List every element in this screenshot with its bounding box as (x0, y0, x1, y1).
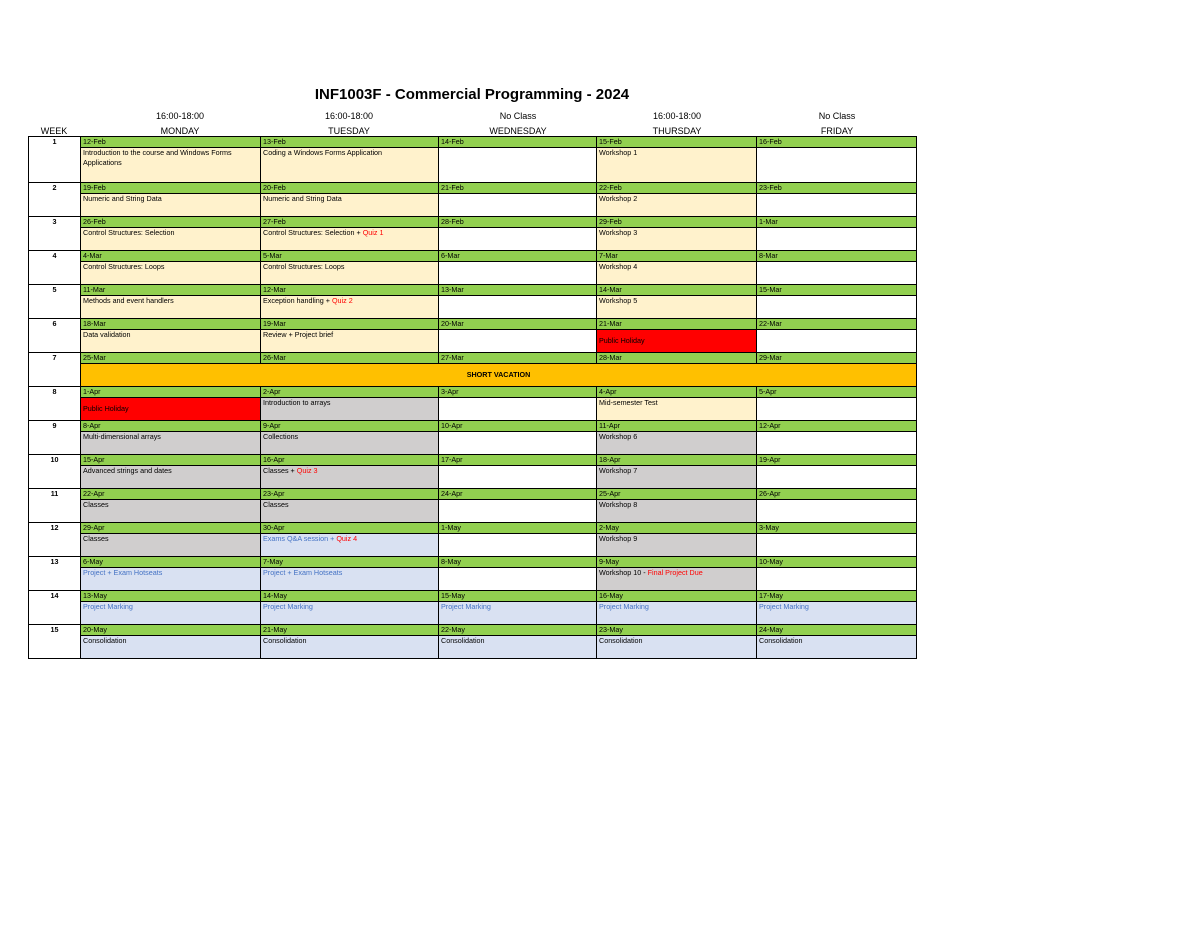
session-label: Control Structures: Loops (83, 262, 165, 271)
thursday-time: 16:00-18:00 (652, 111, 702, 121)
session-label: Numeric and String Data (263, 194, 342, 203)
week-content-row (29, 364, 917, 387)
thursday-session-cell (597, 262, 757, 285)
week-number: 9 (29, 421, 81, 455)
monday-date-cell: 19-Feb (81, 183, 261, 194)
tuesday-session-cell (261, 296, 439, 319)
session-label: Data validation (83, 330, 131, 339)
friday-session-cell (757, 194, 917, 217)
week-content-row (29, 296, 917, 319)
friday-date-cell: 26-Apr (757, 489, 917, 500)
friday-session-cell (757, 534, 917, 557)
week-number: 11 (29, 489, 81, 523)
monday-session-cell (81, 432, 261, 455)
week-content-row (29, 330, 917, 353)
thursday-session-cell (597, 568, 757, 591)
monday-date-cell: 6-May (81, 557, 261, 568)
wednesday-date-cell: 13-Mar (439, 285, 597, 296)
tuesday-date-cell: 13-Feb (261, 137, 439, 148)
friday-date-cell: 23-Feb (757, 183, 917, 194)
tuesday-date-cell: 9-Apr (261, 421, 439, 432)
week-date-row (29, 455, 917, 466)
monday-date-cell: 4-Mar (81, 251, 261, 262)
monday-date-cell: 18-Mar (81, 319, 261, 330)
monday-date-cell: 25-Mar (81, 353, 261, 364)
week-number: 10 (29, 455, 81, 489)
tuesday-date-cell: 7-May (261, 557, 439, 568)
week-content-row (29, 500, 917, 523)
session-label: Consolidation (441, 636, 485, 645)
friday-date-cell: 17-May (757, 591, 917, 602)
tuesday-session-cell (261, 466, 439, 489)
thursday-date-cell: 4-Apr (597, 387, 757, 398)
week-content-row (29, 228, 917, 251)
thursday-session-cell (597, 194, 757, 217)
friday-session-cell (757, 398, 917, 421)
week-number: 2 (29, 183, 81, 217)
friday-date-cell: 19-Apr (757, 455, 917, 466)
thursday-session-cell (597, 602, 757, 625)
tuesday-session-cell (261, 398, 439, 421)
friday-session-cell (757, 602, 917, 625)
session-label: Workshop 4 (599, 262, 638, 271)
friday-date-cell: 10-May (757, 557, 917, 568)
thursday-date-cell: 15-Feb (597, 137, 757, 148)
wednesday-session-cell (439, 636, 597, 659)
session-label: Workshop 2 (599, 194, 638, 203)
week-date-row (29, 557, 917, 568)
wednesday-session-cell (439, 432, 597, 455)
friday-date-cell: 22-Mar (757, 319, 917, 330)
session-label: Classes (263, 500, 289, 509)
session-label: Mid-semester Test (599, 398, 658, 407)
friday-session-cell (757, 466, 917, 489)
wednesday-session-cell (439, 534, 597, 557)
week-date-row (29, 319, 917, 330)
monday-session-cell (81, 398, 261, 421)
wednesday-session-cell (439, 398, 597, 421)
session-label: Exception handling + (263, 296, 332, 305)
week-date-row (29, 625, 917, 636)
monday-time: 16:00-18:00 (155, 111, 205, 121)
thursday-date-cell: 14-Mar (597, 285, 757, 296)
week-number: 5 (29, 285, 81, 319)
session-label: Introduction to arrays (263, 398, 331, 407)
session-label: Methods and event handlers (83, 296, 174, 305)
friday-date-cell: 5-Apr (757, 387, 917, 398)
monday-header: MONDAY (160, 126, 200, 136)
week-content-row (29, 432, 917, 455)
tuesday-session-cell (261, 500, 439, 523)
tuesday-session-cell (261, 534, 439, 557)
tuesday-session-cell (261, 262, 439, 285)
session-label: Workshop 10 - (599, 568, 648, 577)
week-column-header: WEEK (40, 126, 68, 136)
week-date-row (29, 353, 917, 364)
week-number: 14 (29, 591, 81, 625)
monday-date-cell: 15-Apr (81, 455, 261, 466)
wednesday-session-cell (439, 568, 597, 591)
session-label: Introduction to the course and Windows Forms Applications (83, 148, 232, 167)
wednesday-session-cell (439, 194, 597, 217)
thursday-session-cell (597, 228, 757, 251)
friday-date-cell: 3-May (757, 523, 917, 534)
tuesday-session-cell (261, 228, 439, 251)
week-number: 4 (29, 251, 81, 285)
wednesday-date-cell: 22-May (439, 625, 597, 636)
session-label: Consolidation (599, 636, 643, 645)
friday-session-cell (757, 148, 917, 183)
monday-session-cell (81, 534, 261, 557)
tuesday-date-cell: 16-Apr (261, 455, 439, 466)
friday-header: FRIDAY (820, 126, 854, 136)
tuesday-date-cell: 2-Apr (261, 387, 439, 398)
tuesday-session-cell (261, 148, 439, 183)
session-label: Control Structures: Selection + (263, 228, 363, 237)
friday-date-cell: 29-Mar (757, 353, 917, 364)
wednesday-date-cell: 14-Feb (439, 137, 597, 148)
monday-session-cell (81, 636, 261, 659)
thursday-date-cell: 2-May (597, 523, 757, 534)
thursday-date-cell: 28-Mar (597, 353, 757, 364)
session-label: Classes (83, 534, 109, 543)
friday-session-cell (757, 330, 917, 353)
wednesday-session-cell (439, 466, 597, 489)
monday-date-cell: 13-May (81, 591, 261, 602)
tuesday-date-cell: 26-Mar (261, 353, 439, 364)
session-label: Project Marking (263, 602, 313, 611)
session-label: Workshop 6 (599, 432, 638, 441)
monday-session-cell (81, 602, 261, 625)
thursday-header: THURSDAY (652, 126, 702, 136)
thursday-session-cell (597, 534, 757, 557)
session-label: Workshop 7 (599, 466, 638, 475)
wednesday-session-cell (439, 602, 597, 625)
week-number: 1 (29, 137, 81, 183)
thursday-date-cell: 23-May (597, 625, 757, 636)
thursday-session-cell (597, 296, 757, 319)
session-label: Numeric and String Data (83, 194, 162, 203)
week-content-row (29, 262, 917, 285)
week-number: 15 (29, 625, 81, 659)
week-content-row (29, 148, 917, 183)
tuesday-header: TUESDAY (328, 126, 370, 136)
monday-date-cell: 1-Apr (81, 387, 261, 398)
tuesday-date-cell: 19-Mar (261, 319, 439, 330)
assessment-label: Quiz 3 (296, 466, 318, 475)
monday-date-cell: 29-Apr (81, 523, 261, 534)
tuesday-session-cell (261, 432, 439, 455)
wednesday-date-cell: 15-May (439, 591, 597, 602)
tuesday-date-cell: 14-May (261, 591, 439, 602)
thursday-session-cell (597, 148, 757, 183)
assessment-label: Final Project Due (647, 568, 703, 577)
thursday-session-cell (597, 466, 757, 489)
monday-session-cell (81, 262, 261, 285)
friday-date-cell: 15-Mar (757, 285, 917, 296)
thursday-session-cell (597, 432, 757, 455)
session-label: Control Structures: Selection (83, 228, 175, 237)
session-label: Consolidation (263, 636, 307, 645)
session-label: Workshop 9 (599, 534, 638, 543)
friday-date-cell: 24-May (757, 625, 917, 636)
week-date-row (29, 387, 917, 398)
thursday-date-cell: 7-Mar (597, 251, 757, 262)
week-date-row (29, 251, 917, 262)
thursday-session-cell (597, 500, 757, 523)
assessment-label: Quiz 1 (362, 228, 384, 237)
monday-session-cell (81, 568, 261, 591)
monday-date-cell: 11-Mar (81, 285, 261, 296)
friday-session-cell (757, 636, 917, 659)
tuesday-date-cell: 12-Mar (261, 285, 439, 296)
week-content-row (29, 398, 917, 421)
thursday-session-cell (597, 330, 757, 353)
thursday-date-cell: 29-Feb (597, 217, 757, 228)
thursday-date-cell: 25-Apr (597, 489, 757, 500)
session-label: Consolidation (83, 636, 127, 645)
thursday-date-cell: 18-Apr (597, 455, 757, 466)
thursday-date-cell: 22-Feb (597, 183, 757, 194)
schedule-table (28, 136, 917, 659)
monday-date-cell: 12-Feb (81, 137, 261, 148)
week-date-row (29, 137, 917, 148)
monday-date-cell: 8-Apr (81, 421, 261, 432)
wednesday-date-cell: 21-Feb (439, 183, 597, 194)
week-number: 6 (29, 319, 81, 353)
wednesday-date-cell: 24-Apr (439, 489, 597, 500)
week-date-row (29, 285, 917, 296)
monday-date-cell: 26-Feb (81, 217, 261, 228)
session-label: Classes (83, 500, 109, 509)
week-date-row (29, 523, 917, 534)
friday-time: No Class (818, 111, 856, 121)
tuesday-session-cell (261, 194, 439, 217)
session-label: Consolidation (759, 636, 803, 645)
wednesday-date-cell: 28-Feb (439, 217, 597, 228)
session-label: Workshop 5 (599, 296, 638, 305)
friday-session-cell (757, 432, 917, 455)
wednesday-session-cell (439, 500, 597, 523)
monday-session-cell (81, 500, 261, 523)
session-label: Workshop 8 (599, 500, 638, 509)
monday-session-cell (81, 296, 261, 319)
wednesday-session-cell (439, 228, 597, 251)
assessment-label: Quiz 4 (336, 534, 358, 543)
session-label: Control Structures: Loops (263, 262, 345, 271)
session-label: Workshop 1 (599, 148, 638, 157)
page-title: INF1003F - Commercial Programming - 2024 (314, 86, 630, 103)
session-label: Public Holiday (599, 336, 645, 345)
friday-date-cell: 8-Mar (757, 251, 917, 262)
wednesday-session-cell (439, 330, 597, 353)
session-label: Project Marking (83, 602, 133, 611)
friday-date-cell: 1-Mar (757, 217, 917, 228)
session-label: Project Marking (599, 602, 649, 611)
wednesday-date-cell: 27-Mar (439, 353, 597, 364)
wednesday-header: WEDNESDAY (489, 126, 547, 136)
tuesday-session-cell (261, 330, 439, 353)
week-content-row (29, 466, 917, 489)
friday-date-cell: 12-Apr (757, 421, 917, 432)
thursday-date-cell: 11-Apr (597, 421, 757, 432)
short-vacation-banner: SHORT VACATION (81, 364, 917, 387)
thursday-date-cell: 21-Mar (597, 319, 757, 330)
session-label: Advanced strings and dates (83, 466, 172, 475)
tuesday-date-cell: 5-Mar (261, 251, 439, 262)
friday-session-cell (757, 228, 917, 251)
tuesday-session-cell (261, 568, 439, 591)
thursday-session-cell (597, 398, 757, 421)
tuesday-session-cell (261, 636, 439, 659)
monday-date-cell: 22-Apr (81, 489, 261, 500)
session-label: Collections (263, 432, 299, 441)
tuesday-date-cell: 23-Apr (261, 489, 439, 500)
wednesday-date-cell: 3-Apr (439, 387, 597, 398)
session-label: Multi-dimensional arrays (83, 432, 161, 441)
week-number: 13 (29, 557, 81, 591)
session-label: Public Holiday (83, 404, 129, 413)
thursday-date-cell: 16-May (597, 591, 757, 602)
wednesday-time: No Class (499, 111, 537, 121)
week-content-row (29, 534, 917, 557)
friday-session-cell (757, 296, 917, 319)
tuesday-date-cell: 27-Feb (261, 217, 439, 228)
session-label: Project Marking (441, 602, 491, 611)
thursday-session-cell (597, 636, 757, 659)
week-content-row (29, 602, 917, 625)
session-label: Exams Q&A session + (263, 534, 337, 543)
wednesday-date-cell: 8-May (439, 557, 597, 568)
wednesday-session-cell (439, 148, 597, 183)
session-label: Project Marking (759, 602, 809, 611)
monday-session-cell (81, 466, 261, 489)
week-content-row (29, 636, 917, 659)
monday-session-cell (81, 330, 261, 353)
friday-session-cell (757, 568, 917, 591)
week-number: 12 (29, 523, 81, 557)
session-label: Classes + (263, 466, 297, 475)
friday-date-cell: 16-Feb (757, 137, 917, 148)
week-number: 8 (29, 387, 81, 421)
wednesday-date-cell: 10-Apr (439, 421, 597, 432)
wednesday-session-cell (439, 296, 597, 319)
week-date-row (29, 217, 917, 228)
monday-session-cell (81, 228, 261, 251)
monday-date-cell: 20-May (81, 625, 261, 636)
wednesday-date-cell: 17-Apr (439, 455, 597, 466)
wednesday-date-cell: 6-Mar (439, 251, 597, 262)
monday-session-cell (81, 148, 261, 183)
week-number: 3 (29, 217, 81, 251)
tuesday-session-cell (261, 602, 439, 625)
week-date-row (29, 591, 917, 602)
week-content-row (29, 194, 917, 217)
week-number: 7 (29, 353, 81, 387)
tuesday-date-cell: 30-Apr (261, 523, 439, 534)
session-label: Project + Exam Hotseats (263, 568, 343, 577)
assessment-label: Quiz 2 (331, 296, 353, 305)
tuesday-date-cell: 20-Feb (261, 183, 439, 194)
wednesday-session-cell (439, 262, 597, 285)
wednesday-date-cell: 20-Mar (439, 319, 597, 330)
tuesday-time: 16:00-18:00 (324, 111, 374, 121)
friday-session-cell (757, 500, 917, 523)
session-label: Workshop 3 (599, 228, 638, 237)
week-date-row (29, 489, 917, 500)
friday-session-cell (757, 262, 917, 285)
monday-session-cell (81, 194, 261, 217)
session-label: Review + Project brief (263, 330, 334, 339)
week-content-row (29, 568, 917, 591)
session-label: Project + Exam Hotseats (83, 568, 163, 577)
session-label: Coding a Windows Forms Application (263, 148, 383, 157)
thursday-date-cell: 9-May (597, 557, 757, 568)
wednesday-date-cell: 1-May (439, 523, 597, 534)
tuesday-date-cell: 21-May (261, 625, 439, 636)
week-date-row (29, 421, 917, 432)
week-date-row (29, 183, 917, 194)
